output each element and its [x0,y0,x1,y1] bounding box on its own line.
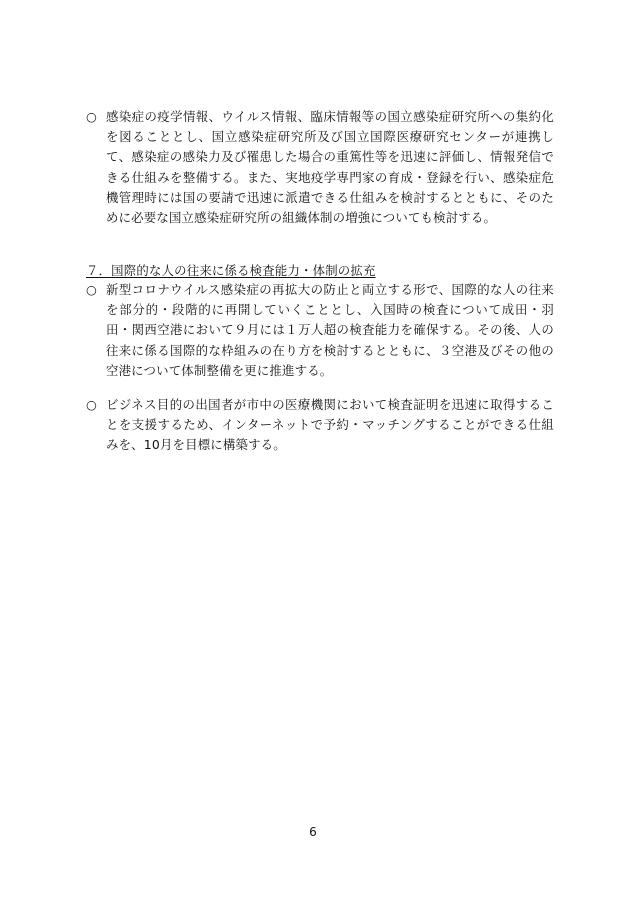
section-heading: ７．国際的な人の往来に係る検査能力・体制の拡充 [86,263,376,278]
page-number: 6 [309,825,317,839]
paragraph-text: 新型コロナウイルス感染症の再拡大の防止と両立する形で、国際的な人の往来を部分的・段階的に再開していくこととし、入国時の検査について成田・羽田・関西空港において９月には１万人超の検査能力を確保する。その後、人の往来に係る国際的な枠組みの在り方を検討するとともに、３空港及びその他の空港について体制整備を更に推進する。 [106,282,554,378]
bullet-item [84,395,554,456]
paragraph-infection-info [84,107,554,228]
paragraph-text: ビジネス目的の出国者が市中の医療機関において検査証明を迅速に取得することを支援するため、インターネットで予約・マッチングすることができる仕組みを、10月を目標に構築する。 [106,397,554,453]
circle-bullet-icon: ○ [86,397,98,412]
bullet-item [84,280,554,381]
paragraph-border-testing [84,280,554,381]
paragraph-business-travel [84,395,554,456]
circle-bullet-icon: ○ [86,282,98,297]
paragraph-text: 感染症の疫学情報、ウイルス情報、臨床情報等の国立感染症研究所への集約化を図ることとし、国立感染症研究所及び国立国際医療研究センターが連携して、感染症の感染力及び罹患した場合の重篤性等を迅速に評価し、情報発信できる仕組みを整備する。また、実地疫学専門家の育成・登録を行い、感染症危機管理時には国の要請で迅速に派遣できる仕組みを検討するとともに、そのために必要な国立感染症研究所の組織体制の増強についても検討する。 [106,109,554,226]
bullet-item [84,107,554,228]
circle-bullet-icon: ○ [86,109,98,124]
